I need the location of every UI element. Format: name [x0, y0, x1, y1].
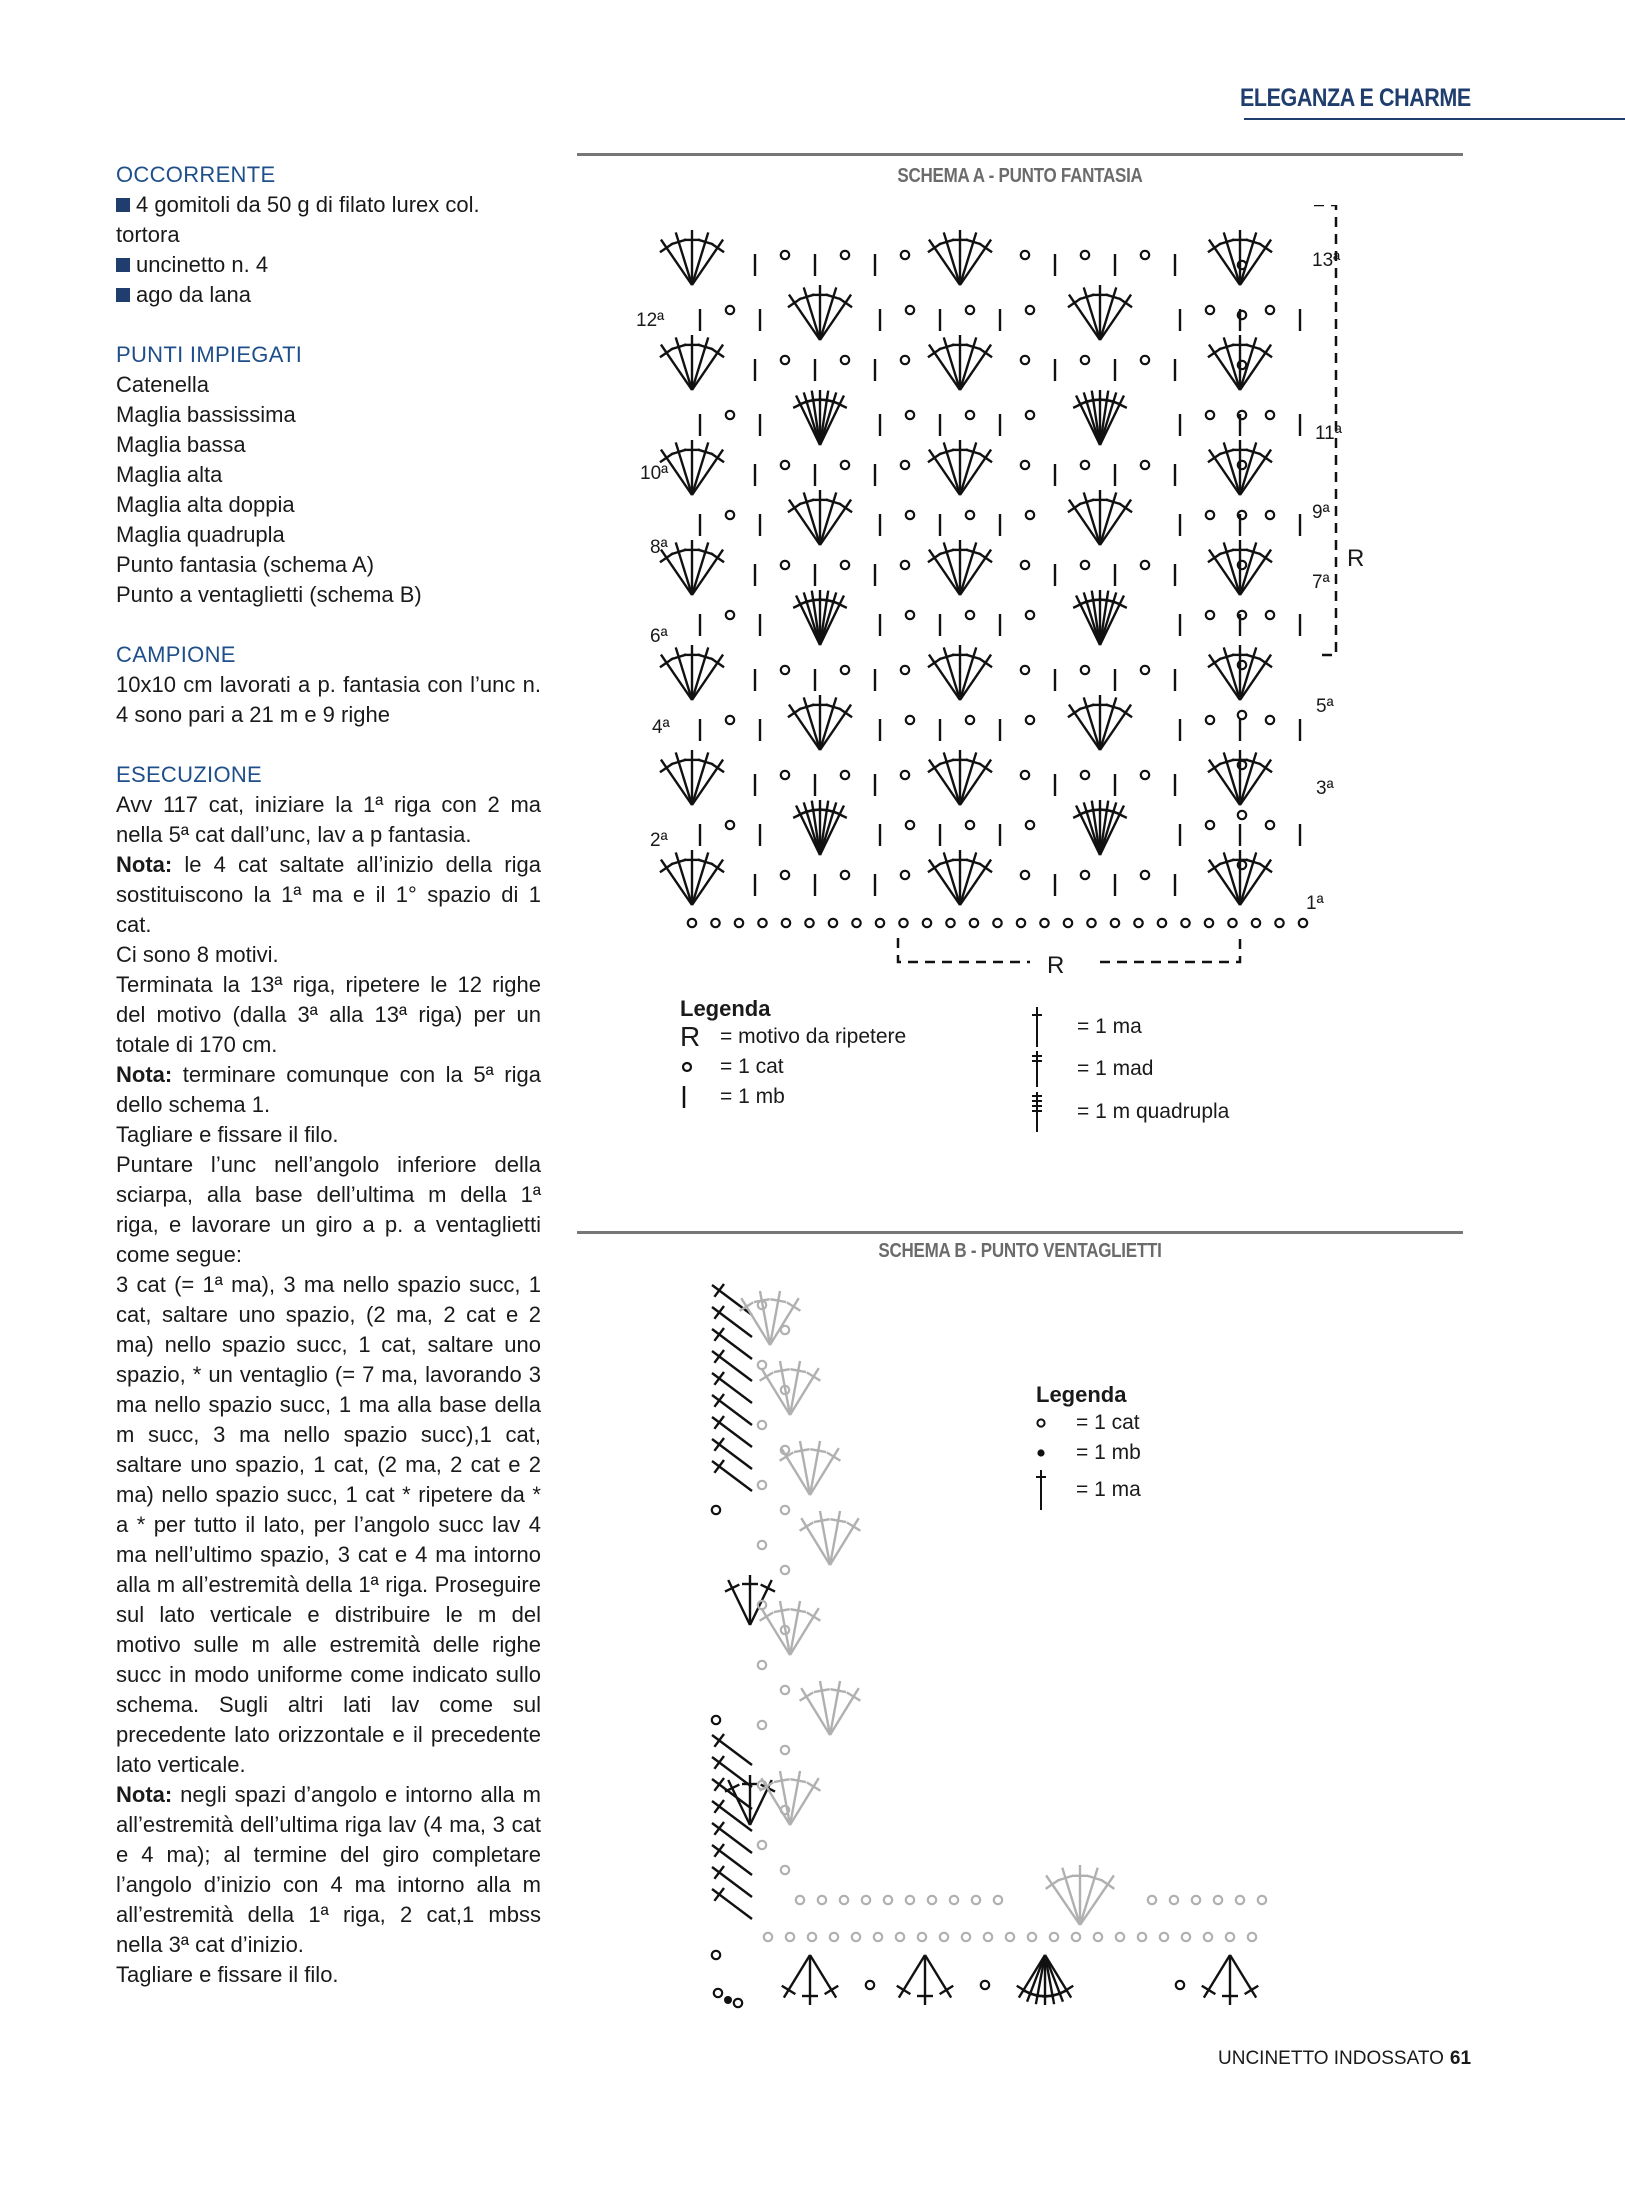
stitch-item: Punto fantasia (schema A) — [116, 552, 375, 577]
slip-stitch-dot-icon — [1036, 1446, 1076, 1460]
schema-b-rule — [577, 1231, 1463, 1234]
legend-item: = 1 mad — [1030, 1049, 1229, 1089]
campione-title: CAMPIONE — [116, 642, 236, 667]
row-label: 7ª — [1312, 572, 1330, 593]
schema-a-rule — [577, 153, 1463, 156]
stitch-item: Maglia bassa — [116, 432, 246, 457]
materials-item: ago da lana — [116, 280, 541, 310]
note-label: Nota: — [116, 1062, 173, 1087]
instruction-paragraph: Tagliare e fissare il filo. — [116, 1122, 339, 1147]
row-label: 5ª — [1316, 696, 1334, 717]
schema-a-legend-right — [1030, 1005, 1229, 1135]
row-label: 10ª — [640, 463, 669, 484]
legend-item: = 1 mb — [680, 1082, 906, 1112]
page-footer — [1218, 2048, 1471, 2070]
legend-item: = 1 ma — [1036, 1468, 1141, 1512]
esecuzione-section — [116, 760, 541, 1990]
double-crochet-icon — [1030, 1005, 1077, 1049]
magazine-name: UNCINETTO INDOSSATO — [1218, 2048, 1444, 2069]
schema-a-legend — [680, 996, 906, 1112]
row-label: 2ª — [650, 830, 668, 851]
square-bullet-icon — [116, 258, 130, 272]
treble-crochet-icon — [1030, 1049, 1077, 1089]
legend-item: = 1 ma — [1030, 1005, 1229, 1049]
legend-item: = 1 m quadrupla — [1030, 1089, 1229, 1135]
esecuzione-title: ESECUZIONE — [116, 762, 263, 787]
instruction-paragraph: Tagliare e fissare il filo. — [116, 1962, 339, 1987]
single-crochet-bar-icon — [680, 1084, 720, 1110]
schema-b-title: SCHEMA B - PUNTO VENTAGLIETTI — [878, 1240, 1162, 1262]
note-label: Nota: — [116, 852, 173, 877]
stitch-item: Punto a ventaglietti (schema B) — [116, 582, 422, 607]
legend-item: = 1 cat — [1036, 1408, 1141, 1438]
campione-section — [116, 640, 541, 730]
row-label: 3ª — [1316, 778, 1334, 799]
schema-b-legend — [1036, 1382, 1141, 1512]
repeat-marker-vertical: R — [1347, 545, 1365, 572]
row-label: 11ª — [1315, 423, 1342, 444]
repeat-r-icon: R — [680, 1021, 701, 1052]
campione-text: 10x10 cm lavorati a p. fantasia con l’unc n. 4 sono pari a 21 m e 9 righe — [116, 672, 541, 727]
punti-title: PUNTI IMPIEGATI — [116, 342, 303, 367]
instruction-paragraph: Ci sono 8 motivi. — [116, 942, 279, 967]
note-paragraph: Nota: negli spazi d’angolo e intorno alla m all’estremità dell’ultima riga lav (4 ma, 3 cat e 4 ma); al termine del giro completare l’angolo d’inizio con 4 ma intorno alla m all’estremità della 1ª riga, 2 cat,1 mbss nella 3ª cat d’inizio. — [116, 1782, 541, 1957]
row-label: 6ª — [650, 626, 668, 647]
instruction-paragraph: 3 cat (= 1ª ma), 3 ma nello spazio succ, 1 cat, saltare uno spazio, (2 ma, 2 cat e 2 ma) nello spazio succ, 1 cat, saltare uno spazio, * un ventaglio (= 7 ma, lavorando 3 ma nello spazio succ, 1 ma alla base della m succ, 3 ma nello spazio succ),1 cat, saltare uno spazio, 1 cat, (2 ma, 2 cat e 2 ma) nello spazio succ, 1 cat * ripetere da * a * per tutto il lato, per l’angolo succ lav 4 ma nell’ultimo spazio, 3 cat e 4 ma intorno alla m all’estremità della 1ª riga. Proseguire sul lato verticale e distribuire le m del motivo sulle m alle estremità delle righe succ in modo uniforme come indicato sullo schema. Sugli altri lati lav come sul precedente lato orizzontale e il precedente lato verticale. — [116, 1272, 541, 1777]
chain-circle-icon — [680, 1060, 720, 1074]
stitch-item: Maglia alta — [116, 462, 223, 487]
instruction-paragraph: Terminata la 13ª riga, ripetere le 12 righe del motivo (dalla 3ª alla 13ª riga) per un totale di 170 cm. — [116, 972, 541, 1057]
section-title: ELEGANZA E CHARME — [1240, 84, 1471, 112]
schema-a-title: SCHEMA A - PUNTO FANTASIA — [897, 165, 1143, 187]
materials-item: 4 gomitoli da 50 g di filato lurex col. tortora — [116, 192, 480, 247]
row-label: 9ª — [1312, 502, 1330, 523]
row-label: 4ª — [652, 717, 670, 738]
stitch-item: Maglia bassissima — [116, 402, 296, 427]
occorrente-title: OCCORRENTE — [116, 162, 276, 187]
stitch-item: Maglia quadrupla — [116, 522, 285, 547]
punti-section — [116, 340, 541, 610]
row-label: 12ª — [636, 310, 665, 331]
left-column — [116, 160, 541, 1990]
square-bullet-icon — [116, 198, 130, 212]
crochet-chart-a — [630, 205, 1390, 985]
chain-circle-icon — [1036, 1416, 1076, 1430]
legend-item: = 1 cat — [680, 1052, 906, 1082]
schema-a-diagram — [630, 205, 1390, 985]
schema-b-diagram — [680, 1265, 1280, 2010]
instruction-paragraph: Avv 117 cat, iniziare la 1ª riga con 2 ma nella 5ª cat dall’unc, lav a p fantasia. — [116, 792, 541, 847]
header-underline — [1244, 118, 1625, 120]
row-label: 1ª — [1306, 893, 1324, 914]
square-bullet-icon — [116, 288, 130, 302]
note-paragraph: Nota: le 4 cat saltate all’inizio della riga sostituiscono la 1ª ma e il 1° spazio di 1 cat. — [116, 852, 541, 937]
row-label: 13ª — [1312, 250, 1341, 271]
crochet-chart-b — [680, 1265, 1280, 2010]
legend-title: Legenda — [1036, 1382, 1127, 1407]
double-crochet-icon — [1036, 1468, 1076, 1512]
legend-item: R = motivo da ripetere — [680, 1021, 907, 1052]
instruction-paragraph: Puntare l’unc nell’angolo inferiore della sciarpa, alla base dell’ultima m della 1ª riga, e lavorare un giro a p. a ventaglietti come segue: — [116, 1152, 541, 1267]
row-label: 8ª — [650, 537, 668, 558]
legend-title: Legenda — [680, 996, 771, 1021]
materials-item: uncinetto n. 4 — [116, 250, 541, 280]
stitch-item: Maglia alta doppia — [116, 492, 295, 517]
quadruple-crochet-icon — [1030, 1090, 1077, 1134]
repeat-marker-horizontal: R — [1047, 952, 1065, 979]
stitch-item: Catenella — [116, 372, 209, 397]
note-paragraph: Nota: terminare comunque con la 5ª riga dello schema 1. — [116, 1062, 541, 1117]
page-number: 61 — [1449, 2048, 1472, 2069]
note-label: Nota: — [116, 1782, 173, 1807]
legend-item: = 1 mb — [1036, 1438, 1141, 1468]
occorrente-section — [116, 160, 541, 310]
